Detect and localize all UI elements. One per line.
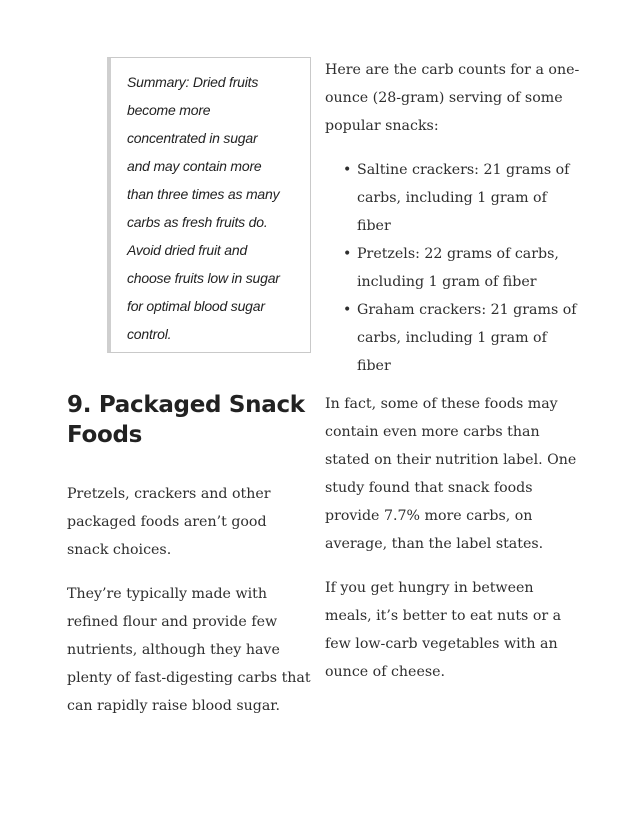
summary-text <box>127 68 300 348</box>
summary-box <box>107 57 311 353</box>
intro-paragraph: Here are the carb counts for a one-ounce (28-gram) serving of some popular snacks: <box>325 62 580 134</box>
summary-line: and may contain more <box>127 158 262 174</box>
bullet-icon: • <box>343 246 352 262</box>
summary-line: for optimal blood sugar <box>127 298 265 314</box>
snack-carb-list <box>325 156 580 380</box>
bullet-icon: • <box>343 302 352 318</box>
summary-line: control. <box>127 326 172 342</box>
paragraph: Pretzels, crackers and other packaged foods aren’t good snack choices. <box>67 486 271 558</box>
paragraph: If you get hungry in between meals, it’s better to eat nuts or a few low-carb vegetables with an ounce of cheese. <box>325 580 562 680</box>
summary-line: Summary: Dried fruits <box>127 74 259 90</box>
list-item-text: Graham crackers: 21 grams of carbs, including 1 gram of fiber <box>357 302 577 374</box>
summary-line: than three times as many <box>127 186 280 202</box>
paragraph: They’re typically made with refined flour and provide few nutrients, although they have plenty of fast-digesting carbs that can rapidly raise blood sugar. <box>67 586 311 714</box>
list-item <box>325 240 580 296</box>
summary-line: carbs as fresh fruits do. <box>127 214 268 230</box>
summary-line: concentrated in sugar <box>127 130 258 146</box>
paragraph: In fact, some of these foods may contain even more carbs than stated on their nutrition label. One study found that snack foods provide 7.7% more carbs, on average, than the label states. <box>325 396 577 552</box>
bullet-icon: • <box>343 162 352 178</box>
summary-line: become more <box>127 102 211 118</box>
list-item-text: Pretzels: 22 grams of carbs, including 1 gram of fiber <box>357 246 559 290</box>
list-item-text: Saltine crackers: 21 grams of carbs, including 1 gram of fiber <box>357 162 570 234</box>
section-heading: 9. Packaged Snack Foods <box>67 392 305 448</box>
summary-line: Avoid dried fruit and <box>127 242 248 258</box>
list-item <box>325 296 580 380</box>
summary-line: choose fruits low in sugar <box>127 270 280 286</box>
right-column <box>325 56 580 702</box>
left-column <box>67 390 312 736</box>
list-item <box>325 156 580 240</box>
